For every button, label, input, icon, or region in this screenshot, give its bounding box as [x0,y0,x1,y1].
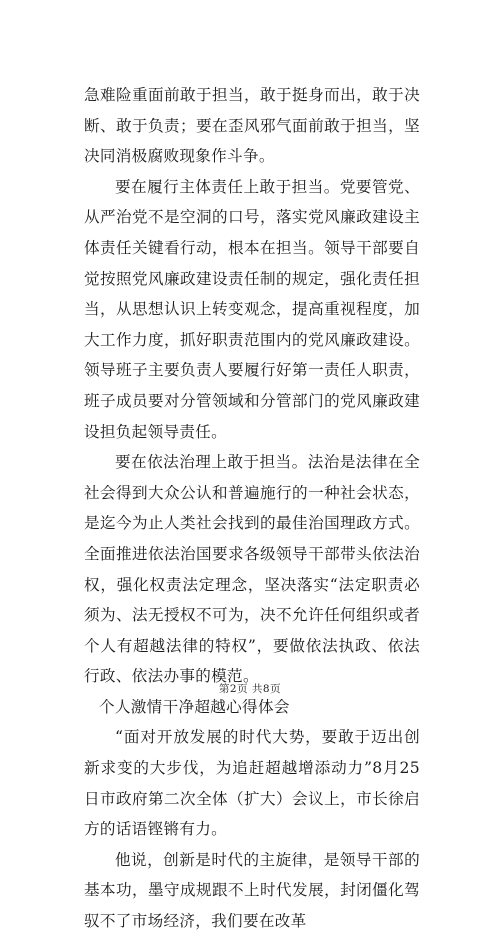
paragraph-main-responsibility: 要在履行主体责任上敢于担当。党要管党、从严治党不是空洞的口号，落实党风廉政建设主体责任关键看行动，根本在担当。领导干部要自觉按照党风廉政建设责任制的规定，强化责任担当，从思想认识上转变观念，提高重视程度，加大工作力度，抓好职责范围内的党风廉政建设。领导班子主要负责人要履行好第一责任人职责，班子成员要对分管领域和分管部门的党风廉政建设担负起领导责任。 [84,177,420,441]
document-body [84,80,420,937]
paragraph-continuation: 急难险重面前敢于担当，敢于挺身而出，敢于决断、敢于负责；要在歪风邪气面前敢于担当，坚决同消极腐败现象作斗争。 [84,86,420,166]
page-footer: 第2页 共8页 [218,683,282,695]
paragraph-quote: “面对开放发展的时代大势，要敢于迈出创新求变的大步伐，为追赶超越增添动力”8月25日市政府第二次全体（扩大）会议上，市长徐启方的话语铿锵有力。 [84,728,420,839]
section-title: 个人激情干净超越心得体会 [99,697,290,716]
paragraph-rule-of-law: 要在依法治理上敢于担当。法治是法律在全社会得到大众公认和普遍施行的一种社会状态，是迄今为止人类社会找到的最佳治国理政方式。全面推进依法治国要求各级领导干部带头依法治权，强化权责法定理念，坚决落实“法定职责必须为、法无授权不可为，决不允许任何组织或者个人有超越法律的特权”，要做依法执政、依法行政、依法办事的模范。 [84,453,420,686]
paragraph-innovation: 他说，创新是时代的主旋律，是领导干部的基本功，墨守成规跟不上时代发展，封闭僵化驾驭不了市场经济，我们要在改革 [84,850,420,931]
